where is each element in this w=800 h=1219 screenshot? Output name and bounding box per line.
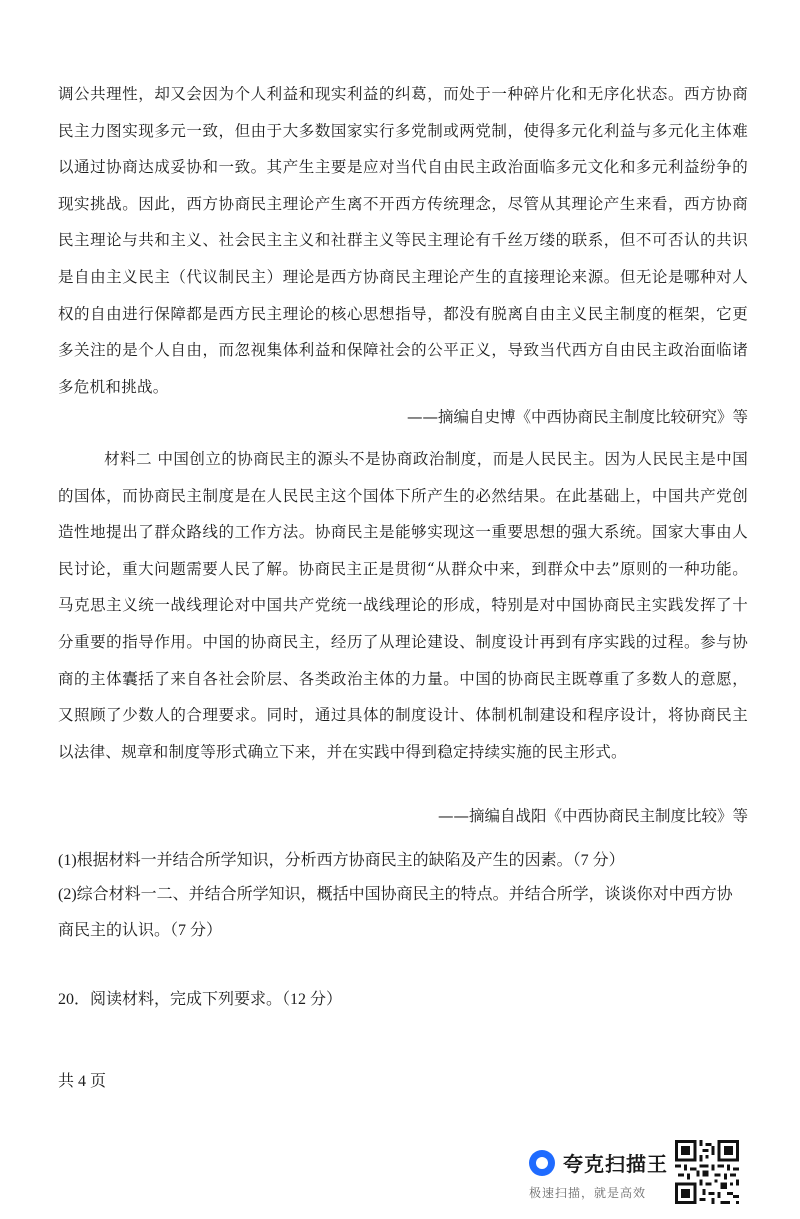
- page-footer: 共 4 页: [58, 1073, 107, 1090]
- material-one-continuation: 调公共理性，却又会因为个人利益和现实利益的纠葛，而处于一种碎片化和无序化状态。西方协商民主力图实现多元一致，但由于大多数国家实行多党制或两党制，使得多元化利益与多元化主体难以通过协商达成妥协和一致。其产生主要是应对当代自由民主政治面临多元文化和多元利益纷争的现实挑战。因此，西方协商民主理论产生离不开西方传统理念，尽管从其理论产生来看，西方协商民主理论与共和主义、社会民主主义和社群主义等民主理论有千丝万缕的联系，但不可否认的共识是自由主义民主（代议制民主）理论是西方协商民主理论产生的直接理论来源。但无论是哪种对人权的自由进行保障都是西方民主理论的核心思想指导，都没有脱离自由主义民主制度的框架，它更多关注的是个人自由，而忽视集体利益和保障社会的公平正义，导致当代西方自由民主政治面临诸多危机和挑战。: [58, 85, 748, 396]
- question-twenty: 20．阅读材料，完成下列要求。（12 分）: [58, 991, 343, 1008]
- question-two: (2)综合材料一二、并结合所学知识，概括中国协商民主的特点。并结合所学，谈谈你对中西方协商民主的认识。（7 分）: [58, 886, 733, 939]
- qr-code-icon: [675, 1140, 739, 1204]
- scanner-brand: 夸克扫描王: [563, 1152, 668, 1176]
- question-one: (1)根据材料一并结合所学知识，分析西方协商民主的缺陷及产生的因素。（7 分）: [58, 852, 625, 869]
- scanner-watermark: [527, 1140, 742, 1208]
- material-two-paragraph: [58, 441, 748, 770]
- scanner-slogan: 极速扫描，就是高效: [529, 1186, 647, 1200]
- material-two-text: 材料二 中国创立的协商民主的源头不是协商政治制度，而是人民民主。因为人民民主是中国的国体，而协商民主制度是在人民民主这个国体下所产生的必然结果。在此基础上，中国共产党创造性地提出了群众路线的工作方法。协商民主是能够实现这一重要思想的强大系统。国家大事由人民讨论，重大问题需要人民了解。协商民主正是贯彻“从群众中来，到群众中去”原则的一种功能。马克思主义统一战线理论对中国共产党统一战线理论的形成，特别是对中国协商民主实践发挥了十分重要的指导作用。中国的协商民主，经历了从理论建设、制度设计再到有序实践的过程。参与协商的主体囊括了来自各社会阶层、各类政治主体的力量。中国的协商民主既尊重了多数人的意愿，又照顾了少数人的合理要求。同时，通过具体的制度设计、体制机制建设和程序设计，将协商民主以法律、规章和制度等形式确立下来，并在实践中得到稳定持续实施的民主形式。: [58, 450, 748, 761]
- citation-one: ——摘编自史博《中西协商民主制度比较研究》等: [406, 408, 748, 426]
- quark-logo-icon: [529, 1150, 555, 1176]
- citation-two: ——摘编自战阳《中西协商民主制度比较》等: [437, 807, 748, 825]
